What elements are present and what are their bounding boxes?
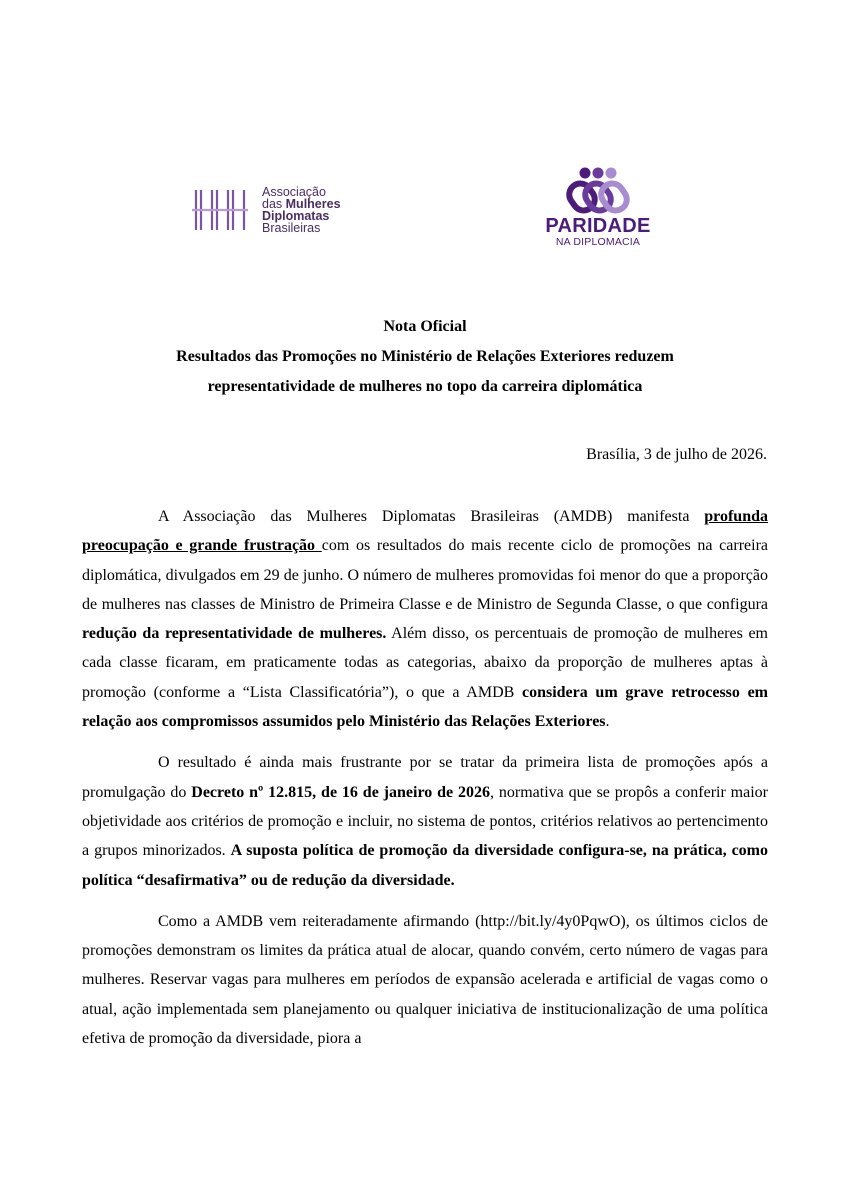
p1-text-3: Além disso, os percentuais de promoção de mulheres em cada classe ficaram, em praticamente todas as categorias, abaixo da proporção de mulheres aptas à promoção (conforme a “Lista Classificatória”), o que a AMDB (82, 625, 769, 701)
p2-text-2: , normativa que se propôs a conferir maior objetividade aos critérios de promoção e incluir, no sistema de pontos, critérios relativos ao pertencimento a grupos minorizados. (82, 783, 768, 860)
amdb-line-2-bold: Mulheres (285, 197, 341, 211)
document-title: Nota Oficial (383, 318, 467, 335)
paragraph-2 (82, 748, 768, 894)
p1-emphasis-2: redução da representatividade de mulheres. (82, 625, 387, 643)
p1-text-4: . (605, 713, 610, 731)
paridade-name: PARIDADE (545, 215, 651, 237)
p2-emphasis-1: Decreto nº 12.815, de 16 de janeiro de 2026 (191, 783, 490, 801)
p1-text-1: A Associação das Mulheres Diplomatas Brasileiras (AMDB) manifesta (158, 508, 705, 525)
document-titles (80, 312, 770, 402)
amdb-line-4: Brasileiras (262, 221, 321, 235)
document-body (82, 502, 768, 1065)
amdb-line-3: Diplomatas (262, 209, 330, 223)
paridade-subtitle: NA DIPLOMACIA (555, 236, 641, 248)
p2-emphasis-2: A suposta política de promoção da diversidade configura-se, na prática, como política “desafirmativa” ou de redução da diversidade. (82, 842, 769, 889)
paragraph-1 (82, 502, 768, 736)
amdb-logo (192, 186, 341, 234)
p2-text-1: O resultado é ainda mais frustrante por se tratar da primeira lista de promoções após a promulgação do (82, 754, 768, 801)
amdb-line-2-prefix: das (262, 197, 286, 211)
amdb-line-1: Associação (262, 185, 326, 199)
document-date: Brasília, 3 de julho de 2026. (586, 446, 767, 463)
paragraph-3 (82, 907, 768, 1053)
paridade-people-icon (566, 166, 630, 214)
document-subtitle-line-2: representatividade de mulheres no topo da carreira diplomática (207, 378, 643, 395)
paridade-logo (538, 166, 658, 248)
p1-emphasis-3: considera um grave retrocesso em relação aos compromissos assumidos pelo Ministério das Relações Exteriores (82, 683, 768, 731)
amdb-logo-text (262, 186, 341, 234)
document-subtitle-line-1: Resultados das Promoções no Ministério de Relações Exteriores reduzem (176, 348, 674, 365)
p1-text-2: com os resultados do mais recente ciclo de promoções na carreira diplomática, divulgados em 29 de junho. O número de mulheres promovidas foi menor do que a proporção de mulheres nas classes de Ministro de Primeira Classe e de Ministro de Segunda Classe, o que configura (82, 537, 768, 613)
amdb-logo-mark-icon (192, 187, 250, 233)
p3-text-1: Como a AMDB vem reiteradamente afirmando (http://bit.ly/4y0PqwO), os últimos ciclos de promoções demonstram os limites da prática atual de alocar, quando convém, certo número de vagas para mulheres. Reservar vagas para mulheres em períodos de expansão acelerada e artificial de vagas como o atual, ação implementada sem planejamento ou qualquer iniciativa de institucionalização de uma política efetiva de promoção da diversidade, piora a (82, 912, 768, 1048)
p1-emphasis-1: profunda preocupação e grande frustração (82, 508, 768, 555)
